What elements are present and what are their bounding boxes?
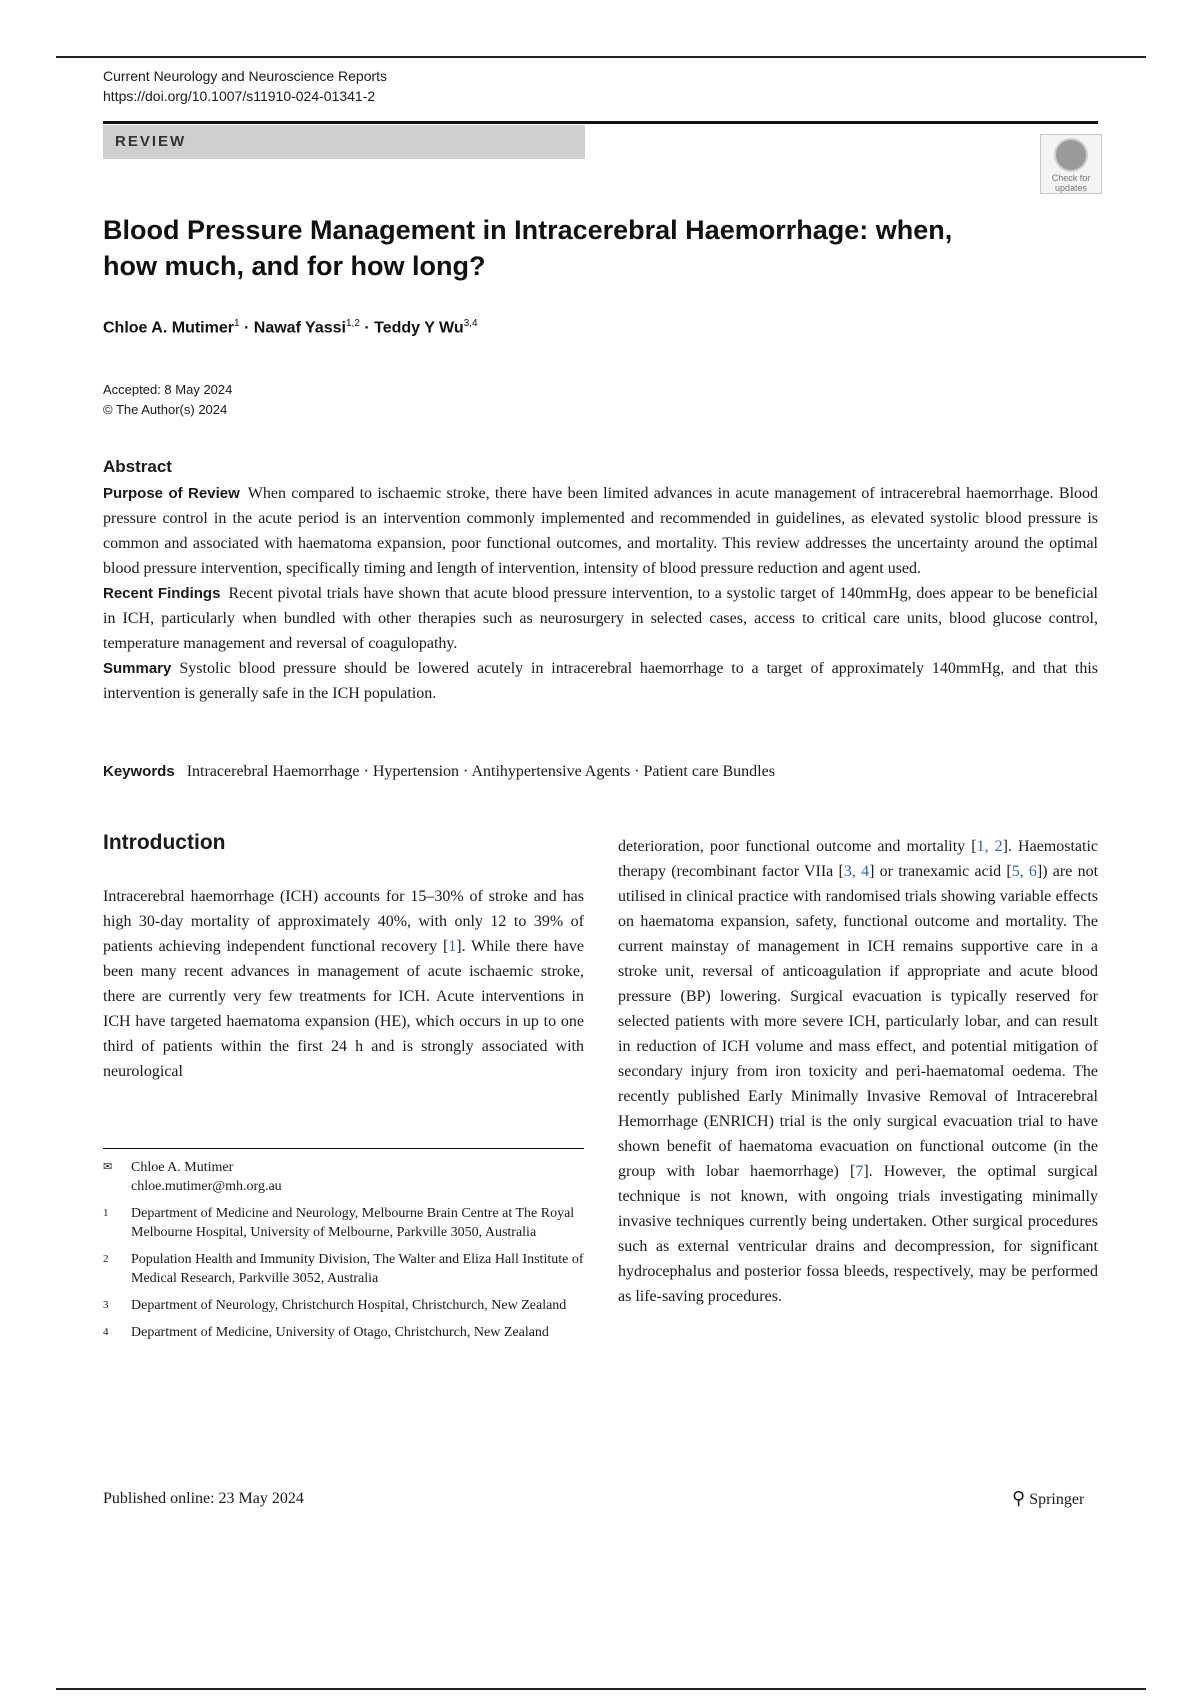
affiliation-text: Department of Medicine, University of Otago, Christchurch, New Zealand: [131, 1325, 549, 1340]
contact-name: Chloe A. Mutimer: [131, 1160, 234, 1175]
check-for-updates-badge[interactable]: [1040, 134, 1102, 194]
keyword-item: Antihypertensive Agents: [471, 763, 631, 780]
affiliation: [103, 1250, 584, 1288]
abstract-summary: [103, 656, 1098, 706]
affiliation-number: 1: [103, 1207, 109, 1219]
findings-text: Recent pivotal trials have shown that acute blood pressure intervention, to a systolic target of 140mmHg, does appear to be beneficial in ICH, particularly when bundled with other therapies such as neurosurgery in selected cases, access to critical care units, blood glucose control, temperature management and reversal of coagulopathy.: [103, 585, 1098, 652]
section-label: REVIEW: [115, 133, 187, 150]
copyright: © The Author(s) 2024: [103, 402, 228, 417]
author-name[interactable]: Chloe A. Mutimer: [103, 319, 234, 337]
published-date: Published online: 23 May 2024: [103, 1490, 304, 1507]
affiliation-number: 3: [103, 1299, 109, 1311]
affiliation-number: 2: [103, 1253, 109, 1265]
doi-link[interactable]: https://doi.org/10.1007/s11910-024-01341-2: [103, 88, 376, 104]
title-line-2: how much, and for how long?: [103, 251, 486, 281]
contact-email[interactable]: chloe.mutimer@mh.org.au: [131, 1179, 282, 1194]
text-run: deterioration, poor functional outcome and mortality [: [618, 838, 977, 855]
introduction-heading: Introduction: [103, 831, 226, 854]
publisher-logo: [1012, 1488, 1084, 1509]
keyword-item: Hypertension: [372, 763, 460, 780]
publisher-name: Springer: [1029, 1491, 1085, 1508]
article-title: [103, 212, 1003, 284]
article-dates: [103, 380, 232, 420]
summary-label: Summary: [103, 660, 172, 677]
intro-left-column: [103, 884, 584, 1084]
author-affiliation: 1: [233, 318, 240, 329]
footnote-rule: [103, 1148, 584, 1149]
intro-right-column: [618, 834, 1098, 1309]
text-run: ] or tranexamic acid [: [869, 863, 1012, 880]
title-line-1: Blood Pressure Management in Intracerebral Haemorrhage: when,: [103, 215, 953, 245]
text-run: ]. Haemostatic therapy (recombinant factor VIIa [: [618, 838, 1099, 880]
affiliation: [103, 1296, 584, 1315]
intro-paragraph: [618, 834, 1098, 1309]
citation-link[interactable]: 3, 4: [843, 863, 870, 880]
author-affiliation: 1,2: [345, 318, 360, 329]
author-separator: ·: [243, 319, 250, 337]
text-run: ]. While there have been many recent advances in management of acute ischaemic stroke, there are currently very few treatments for ICH. Acute interventions in ICH have targeted haematoma expansion (HE), which occurs in up to one third of patients within the first 24 h and is strongly associated with neurological: [103, 938, 584, 1080]
text-run: Intracerebral haemorrhage (ICH) accounts for 15–30% of stroke and has high 30-day mortality of approximately 40%, with only 12 to 39% of patients achieving independent functional recovery [: [103, 888, 584, 955]
abstract-heading: Abstract: [103, 457, 172, 476]
badge-text-1: Check for: [1051, 173, 1091, 183]
footnotes: [103, 1158, 584, 1350]
header-rule: [103, 121, 1098, 124]
keywords-label: Keywords: [103, 763, 175, 780]
keyword-separator: ·: [463, 763, 469, 780]
author-name[interactable]: Nawaf Yassi: [253, 319, 346, 337]
journal-info: [103, 66, 387, 106]
author-name[interactable]: Teddy Y Wu: [374, 319, 464, 337]
corresponding-author: [103, 1158, 584, 1196]
check-updates-icon: [1054, 138, 1088, 172]
envelope-icon: ✉: [103, 1161, 113, 1173]
citation-link[interactable]: 5, 6: [1011, 863, 1037, 880]
badge-text-2: updates: [1054, 183, 1088, 193]
keyword-separator: ·: [363, 763, 369, 780]
top-rule: [56, 56, 1146, 58]
keyword-separator: ·: [634, 763, 640, 780]
text-run: ]) are not utilised in clinical practice with randomised trials showing variable effects on haematoma expansion, safety, functional outcome and mortality. The current mainstay of management in ICH remains supportive care in a stroke unit, reversal of anticoagulation if appropriate and acute blood pressure (BP) lowering. Surgical evacuation is typically reserved for selected patients with more severe ICH, particularly lobar, and can result in reduction of ICH volume and mass effect, and potential mitigation of secondary injury from iron toxicity and peri-haematomal oedema. The recently published Early Minimally Invasive Removal of Intracerebral Hemorrhage (ENRICH) trial is the only surgical evacuation trial to have shown benefit of haematoma evacuation on functional outcome (in the group with lobar haemorrhage) [: [618, 863, 1099, 1180]
abstract-body: [103, 481, 1098, 706]
journal-name: Current Neurology and Neuroscience Reports: [103, 68, 388, 84]
abstract-purpose: [103, 481, 1098, 581]
author-list: [103, 318, 478, 337]
text-run: ]. However, the optimal surgical technique is not known, with ongoing trials investigating minimally invasive techniques currently being undertaken. Other surgical procedures such as external ventricular drains and decompression, for significant hydrocephalus and posterior fossa bleeds, respectively, may be performed as life-saving procedures.: [618, 1163, 1098, 1305]
affiliation-number: 4: [103, 1326, 109, 1338]
keyword-item: Intracerebral Haemorrhage: [186, 763, 360, 780]
summary-text: Systolic blood pressure should be lowered acutely in intracerebral haemorrhage to a target of approximately 140mmHg, and that this intervention is generally safe in the ICH population.: [103, 660, 1098, 702]
springer-horse-icon: ⚲: [1012, 1488, 1026, 1508]
affiliation: [103, 1204, 584, 1242]
section-bar: [103, 125, 585, 159]
citation-link[interactable]: 1, 2: [976, 838, 1003, 855]
purpose-text: When compared to ischaemic stroke, there have been limited advances in acute management of intracerebral haemorrhage. Blood pressure control in the acute period is an intervention commonly implemented and recommended in guidelines, as elevated systolic blood pressure is common and associated with haematoma expansion, poor functional outcomes, and mortality. This review addresses the uncertainty around the optimal blood pressure intervention, specifically timing and length of intervention, intensity of blood pressure reduction and agent used.: [103, 485, 1099, 577]
bottom-rule: [56, 1688, 1146, 1690]
keyword-item: Patient care Bundles: [643, 763, 775, 780]
citation-link[interactable]: 7: [855, 1163, 864, 1180]
citation-link[interactable]: 1: [448, 938, 457, 955]
findings-label: Recent Findings: [103, 585, 221, 602]
affiliation: [103, 1323, 584, 1342]
accepted-date: Accepted: 8 May 2024: [103, 382, 233, 397]
author-affiliation: 3,4: [463, 318, 478, 329]
abstract-findings: [103, 581, 1098, 656]
affiliation-text: Department of Neurology, Christchurch Hospital, Christchurch, New Zealand: [131, 1298, 567, 1313]
affiliation-text: Department of Medicine and Neurology, Melbourne Brain Centre at The Royal Melbourne Hospital, University of Melbourne, Parkville 3050, Australia: [131, 1206, 575, 1240]
purpose-label: Purpose of Review: [103, 485, 240, 502]
keywords: [103, 760, 1098, 784]
author-separator: ·: [364, 319, 370, 337]
intro-paragraph: [103, 884, 584, 1084]
affiliation-text: Population Health and Immunity Division, The Walter and Eliza Hall Institute of Medical Research, Parkville 3052, Australia: [131, 1252, 584, 1286]
